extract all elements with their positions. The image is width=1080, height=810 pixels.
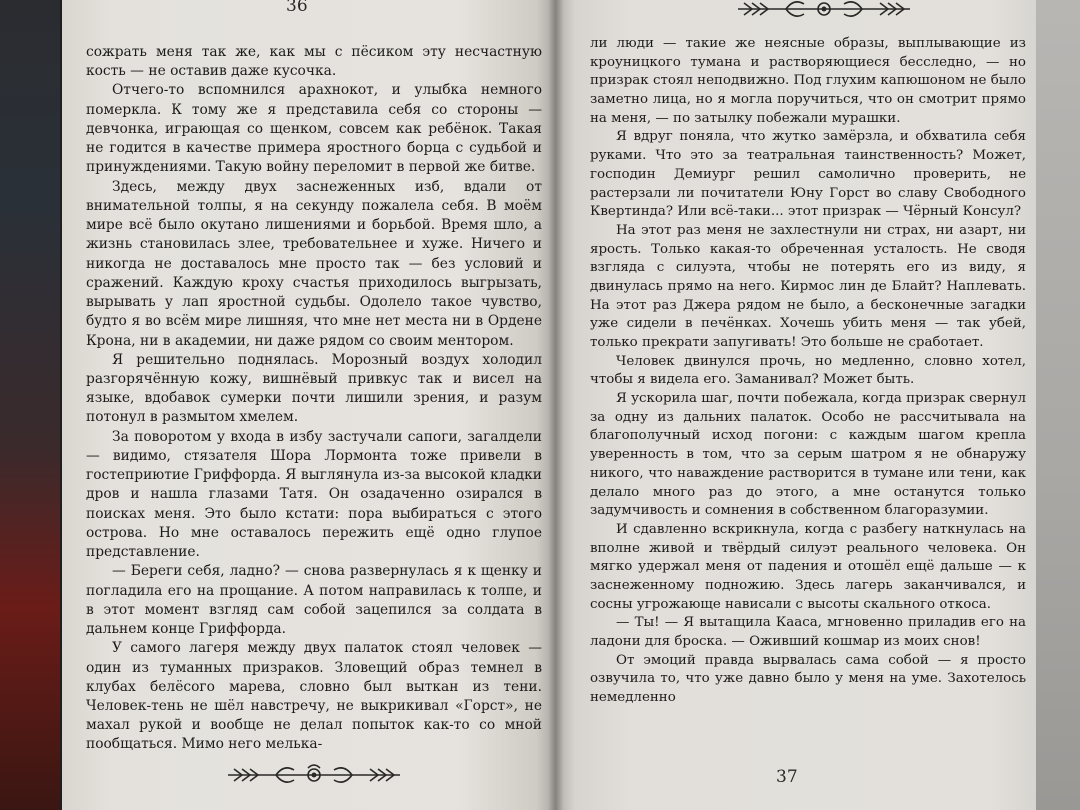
right-page-text	[590, 35, 1026, 708]
book-gutter	[548, 0, 564, 810]
paragraph: Я решительно поднялась. Морозный воздух холодил разгорячённую кожу, вишнёвый привкус так и висел на языке, вдобавок сумерки почти лишили зрения, и разум потонул в размытом хмелем.	[86, 351, 542, 426]
bottom-ornament	[224, 758, 404, 792]
left-page-text	[86, 43, 542, 755]
top-ornament	[734, 0, 914, 24]
left-page	[62, 0, 556, 810]
paragraph: ли люди — такие же неясные образы, выплывающие из кроуницкого тумана и растворяющиеся бесследно, — но призрак стоял неподвижно. Под глухим капюшоном не было заметно лица, но я могла поручиться, что он смотрит прямо на меня, — по затылку побежали мурашки.	[590, 36, 1026, 126]
paragraph: Я вдруг поняла, что жутко замёрзла, и обхватила себя руками. Что это за театральная таинственность? Может, господин Демиург решил самолично проверить, не растерзали ли почитатели Юну Горст во славу Свободного Квертинда? Или всё-таки... этот призрак — Чёрный Консул?	[590, 129, 1026, 220]
right-page-number: 37	[776, 767, 798, 787]
right-page	[556, 0, 1036, 810]
paragraph: Я ускорила шаг, почти побежала, когда призрак свернул за одну из дальних палаток. Особо не рассчитывала на благополучный исход погони: с каждым шагом крепла уверенность в том, что за серым шатром я не обнаружу никого, что наваждение растворится в тумане или тени, как делало много раз до этого, а мне останутся только задумчивость и сомнения в собственном благоразумии.	[590, 391, 1026, 519]
paragraph: От эмоций правда вырвалась сама собой — я просто озвучила то, что уже давно было у меня на уме. Захотелось немедленно	[590, 652, 1026, 706]
paragraph: Здесь, между двух заснеженных изб, вдали от внимательной толпы, я на секунду пожалела себя. В моём мире всё было окутано лишениями и борьбой. Время шло, а жизнь становилась злее, требовательнее и хуже. Ничего и никогда не доставалось мне просто так — без условий и сражений. Каждую кроху счастья приходилось выгрызать, вырывать у лап яростной судьбы. Одолело такое чувство, будто я во всём мире лишняя, что мне нет места ни в Ордене Крона, ни в академии, ни даже рядом со своим ментором.	[86, 178, 542, 349]
paragraph: И сдавленно вскрикнула, когда с разбегу наткнулась на вполне живой и твёрдый силуэт реального человека. Он мягко удержал меня от падения и отошёл ещё дальше — к заснеженному подножию. Здесь лагерь заканчивался, и сосны угрожающе нависали с высоты скального откоса.	[590, 521, 1026, 612]
paragraph: сожрать меня так же, как мы с пёсиком эту несчастную кость — не оставив даже кусочка.	[86, 44, 542, 80]
paragraph: На этот раз меня не захлестнули ни страх, ни азарт, ни ярость. Только какая-то обреченная усталость. Не сводя взгляда с силуэта, чтобы не потерять его из виду, я двинулась прямо на него. Кирмос лин де Блайт? Наплевать. На этот раз Джера рядом не было, а бесконечные загадки уже сидели в печёнках. Хочешь убить меня — так убей, только прекрати запугивать! Это больше не сработает.	[590, 222, 1026, 350]
paragraph: Человек двинулся прочь, но медленно, словно хотел, чтобы я видела его. Заманивал? Может быть.	[590, 353, 1026, 388]
paragraph: Отчего-то вспомнился арахнокот, и улыбка немного померкла. К тому же я представила себя со стороны — девчонка, играющая со щенком, совсем как ребёнок. Такая не годится в качестве примера яростного борца с судьбой и принуждениями. Такую войну переломит в первой же битве.	[86, 82, 542, 176]
background-right	[1036, 0, 1080, 810]
paragraph: — Ты! — Я вытащила Кааса, мгновенно приладив его на ладони для броска. — Оживший кошмар из моих снов!	[590, 615, 1026, 649]
paragraph: За поворотом у входа в избу застучали сапоги, загалдели — видимо, стязателя Шора Лормонта тоже привели в гостеприютие Гриффорда. Я выглянула из-за высокой кладки дров и нашла глазами Татя. Он озадаченно озирался в поисках меня. Это было кстати: пора выбираться с этого острова. Но мне оставалось пережить ещё одно глупое представление.	[86, 428, 542, 561]
paragraph: — Береги себя, ладно? — снова развернулась я к щенку и погладила его на прощание. А потом направилась к толпе, и в этот момент взгляд сам собой зацепился за солдата в дальнем конце Гриффорда.	[86, 563, 542, 638]
left-page-number: 36	[286, 0, 308, 16]
paragraph: У самого лагеря между двух палаток стоял человек — один из туманных призраков. Зловещий образ темнел в клубах белёсого марева, словно был выткан из тени. Человек-тень не шёл навстречу, не выкрикивал «Горст», не махал рукой и вообще не делал попыток как-то со мной пообщаться. Мимо него мелька-	[86, 640, 542, 753]
background-left	[0, 0, 70, 810]
